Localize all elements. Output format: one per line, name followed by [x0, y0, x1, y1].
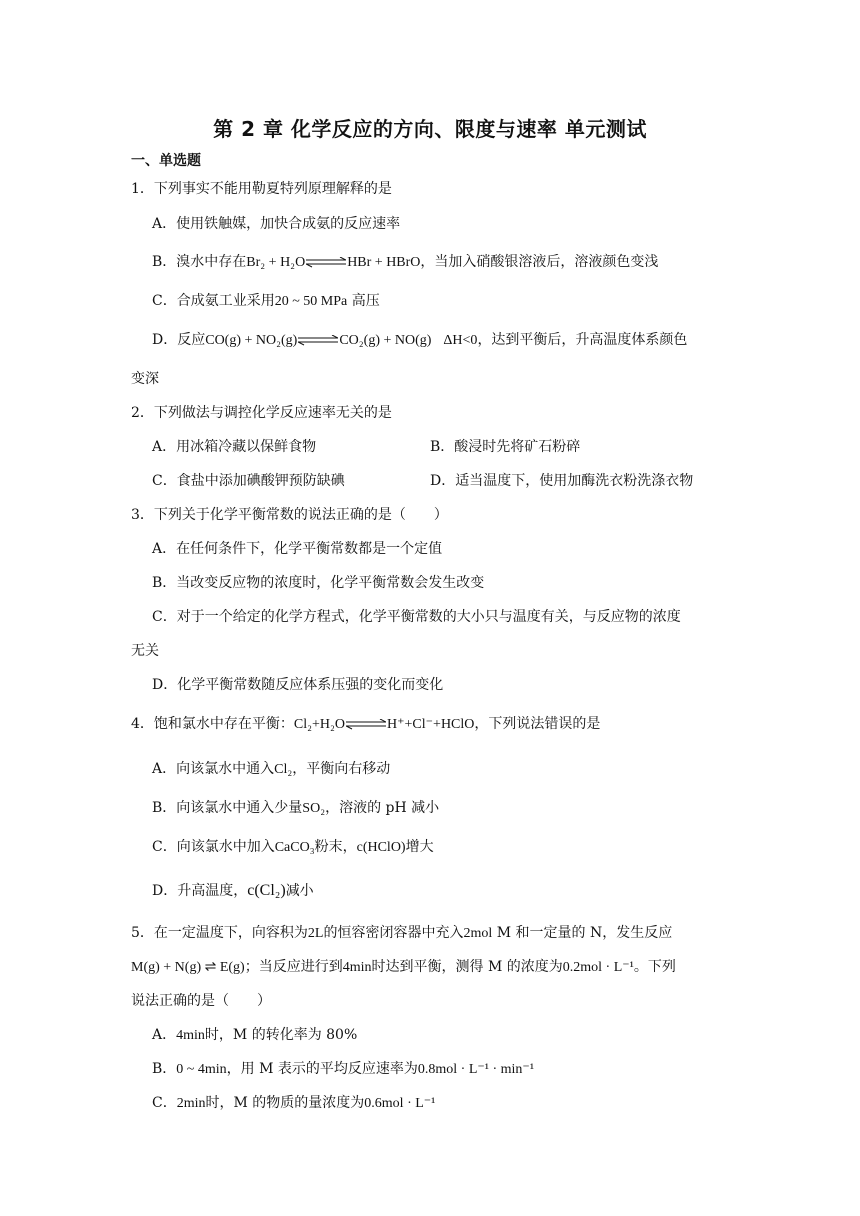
equation-right: HBr + HBrO — [347, 255, 421, 270]
question-3-option-c-continued: 无关 — [131, 643, 159, 659]
question-3-option-b: B．当改变反应物的浓度时，化学平衡常数会发生改变 — [152, 575, 485, 591]
question-4-option-c: C．向该氯水中加入CaCO₃粉末，c(HClO)增大 — [152, 839, 434, 855]
question-3-option-c: C．对于一个给定的化学方程式，化学平衡常数的大小只与温度有关，与反应物的浓度 — [152, 609, 681, 625]
question-5-option-a: A．4min时，M 的转化率为 80% — [152, 1027, 358, 1043]
section-heading: 一、单选题 — [131, 153, 201, 169]
equilibrium-arrow-icon — [306, 257, 346, 268]
question-2-stem: 2．下列做法与调控化学反应速率无关的是 — [131, 405, 392, 421]
question-5-option-c: C．2min时，M 的物质的量浓度为0.6mol · L⁻¹ — [152, 1095, 436, 1111]
question-1-option-d-continued: 变深 — [131, 371, 159, 387]
question-4-option-d: D．升高温度，c(Cl₂)减小 — [152, 882, 314, 899]
question-5-stem-line-3: 说法正确的是（ ） — [131, 993, 271, 1009]
question-5-stem-line-1: 5．在一定温度下，向容积为2L的恒容密闭容器中充入2mol M 和一定量的 N，发生反应 — [131, 925, 673, 941]
question-2-option-d: D．适当温度下，使用加酶洗衣粉洗涤衣物 — [430, 473, 694, 489]
question-2-option-c: C．食盐中添加碘酸钾预防缺碘 — [152, 473, 345, 489]
question-4-option-a: A．向该氯水中通入Cl₂，平衡向右移动 — [152, 761, 391, 777]
page-title: 第 2 章 化学反应的方向、限度与速率 单元测试 — [213, 117, 647, 141]
question-1-option-b: B．溴水中存在Br₂ + H₂O HBr + HBrO，当加入硝酸银溶液后，溶液颜色变浅 — [152, 254, 659, 270]
question-1-option-d: D．反应CO(g) + NO₂(g) CO₂(g) + NO(g) ΔH<0，达到平衡后，升高温度体系颜色 — [152, 332, 688, 348]
question-4-option-b: B．向该氯水中通入少量SO₂，溶液的 pH 减小 — [152, 800, 440, 816]
question-3-stem: 3．下列关于化学平衡常数的说法正确的是（ ） — [131, 507, 448, 523]
question-4-stem: 4．饱和氯水中存在平衡：Cl₂+H₂O H⁺+Cl⁻+HClO，下列说法错误的是 — [131, 716, 601, 732]
question-2-option-b: B．酸浸时先将矿石粉碎 — [430, 439, 581, 455]
question-2-option-a: A．用冰箱冷藏以保鲜食物 — [152, 439, 317, 455]
equilibrium-arrow-icon — [298, 335, 338, 346]
question-5-stem-line-2: M(g) + N(g) ⇌ E(g)；当反应进行到4min时达到平衡，测得 M 的浓度为0.2mol · L⁻¹。下列 — [131, 959, 676, 975]
question-5-option-b: B．0 ~ 4min，用 M 表示的平均反应速率为0.8mol · L⁻¹ · min⁻¹ — [152, 1061, 535, 1077]
question-1-option-c: C．合成氨工业采用20 ~ 50 MPa 高压 — [152, 293, 380, 309]
question-1-option-a: A．使用铁触媒，加快合成氨的反应速率 — [152, 216, 401, 232]
equation-left: Br₂ + H₂O — [246, 255, 306, 270]
question-1-stem: 1．下列事实不能用勒夏特列原理解释的是 — [131, 181, 392, 197]
equilibrium-arrow-icon — [346, 719, 386, 730]
question-3-option-d: D．化学平衡常数随反应体系压强的变化而变化 — [152, 677, 444, 693]
question-3-option-a: A．在任何条件下，化学平衡常数都是一个定值 — [152, 541, 443, 557]
